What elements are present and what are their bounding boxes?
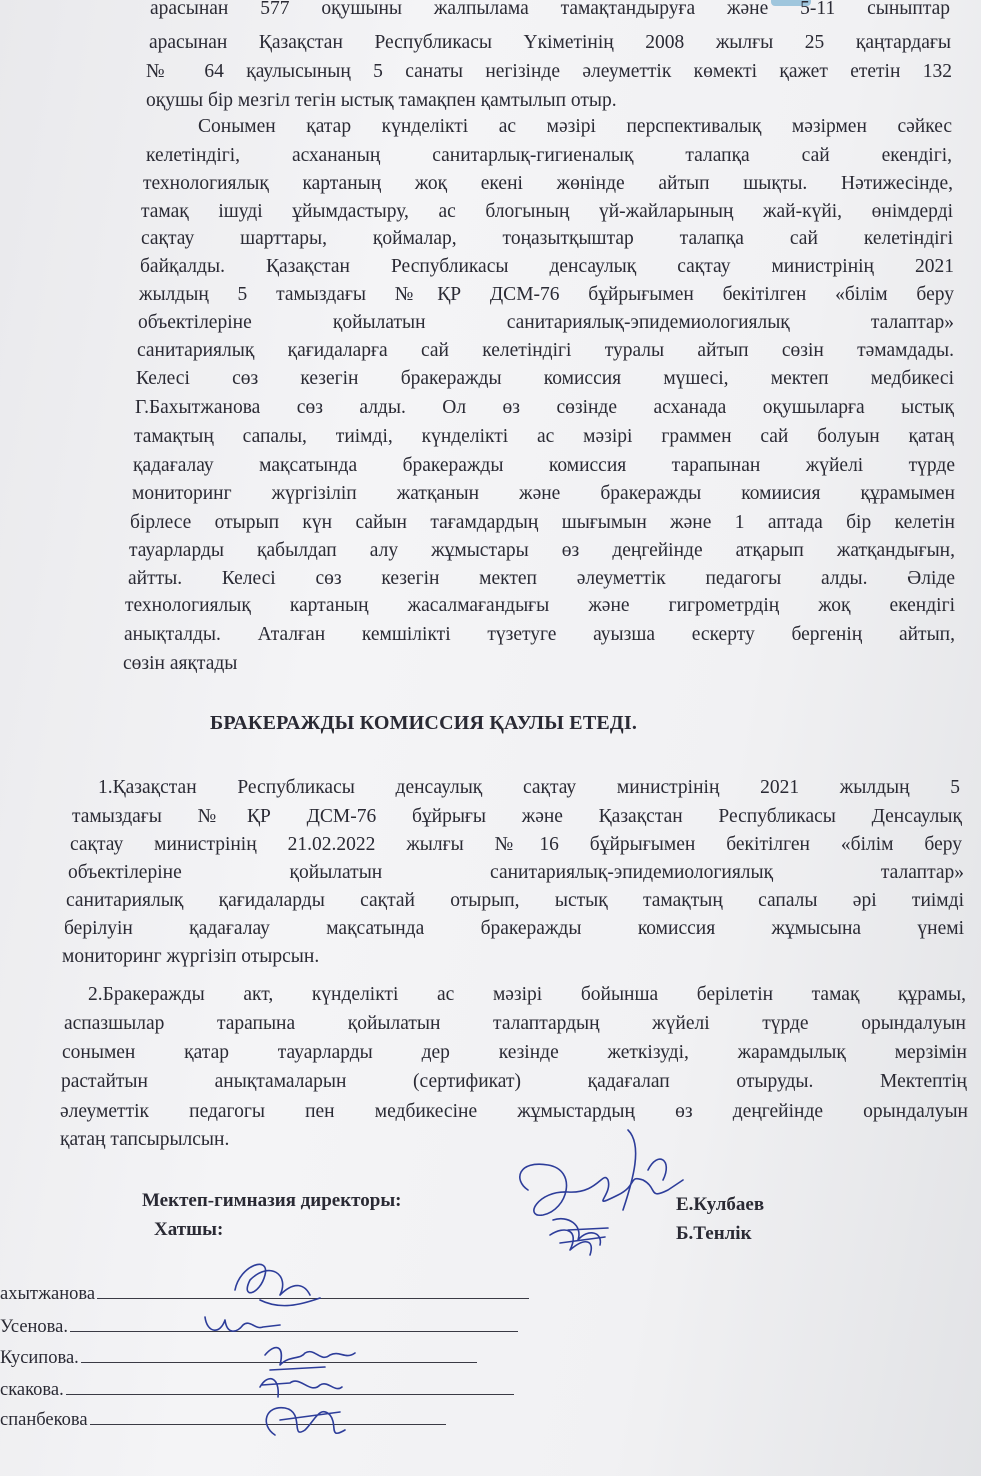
body-line: тауарларды қабылдап алу жұмыстары өз деңгейінде атқарып жатқандығын, xyxy=(129,540,955,561)
secretary-name: Б.Тенлік xyxy=(676,1223,752,1244)
member-name: скакова. xyxy=(0,1380,64,1400)
body-line: тамақ ішуді ұйымдастыру, ас блогының үй-жайларының жай-күйі, өнімдерді xyxy=(141,201,953,222)
body-line: Келесі сөз кезегін бракеражды комиссия мүшесі, мектеп медбикесі xyxy=(136,368,954,389)
resolution-line: берілуін қадағалау мақсатында бракеражды комиссия жұмысына үнемі xyxy=(64,918,964,939)
body-line: тамақтың сапалы, тиімді, күнделікті ас мәзірі граммен сай болуын қатаң xyxy=(134,426,954,447)
resolution-line: объектілеріне қойылатын санитариялық-эпидемиологиялық талаптар» xyxy=(68,862,964,883)
member-name: Усенова. xyxy=(0,1317,69,1337)
resolution-line: сақтау министрінің 21.02.2022 жылғы №16 бұйрығымен бекітілген «білім беру xyxy=(70,834,962,855)
body-line: мониторинг жүргізіліп жатқанын және бракеражды комиисия құрамымен xyxy=(132,483,955,504)
resolution-line: 2.Бракеражды акт, күнделікті ас мәзірі бойынша берілетін тамақ құрамы, xyxy=(88,984,966,1005)
body-line: Г.Бахытжанова сөз алды. Ол өз сөзінде асханада оқушыларға ыстық xyxy=(135,397,954,418)
resolution-line: растайтын анықтамаларын (сертификат) қадағалап отыруды. Мектептің xyxy=(61,1071,967,1092)
body-line: технологиялық картаның жоқ екені жөнінде айтып шықты. Нәтижесінде, xyxy=(143,173,953,194)
resolution-heading: БРАКЕРАЖДЫ КОМИССИЯ ҚАУЛЫ ЕТЕДІ. xyxy=(210,712,638,734)
body-line: бірлесе отырып күн сайын тағамдардың шығымын және 1 аптада бір келетін xyxy=(130,512,955,533)
body-line: келетіндігі, асхананың санитарлық-гигиеналық талапқа сай екендігі, xyxy=(146,145,952,166)
body-line: объектілеріне қойылатын санитариялық-эпидемиологиялық талаптар» xyxy=(138,312,954,333)
body-line: қадағалау мақсатында бракеражды комиссия тарапынан жүйелі түрде xyxy=(133,455,955,476)
member-name: ахытжанова xyxy=(0,1284,96,1304)
body-line: технологиялық картаның жасалмағандығы және гигрометрдің жоқ екендігі xyxy=(125,595,955,616)
body-line: анықталды. Аталған кемшілікті түзетуге ауызша ескерту бергенің айтып, xyxy=(124,624,955,645)
body-line: сөзін аяқтады xyxy=(123,653,238,674)
body-line: арасынан Қазақстан Республикасы Үкіметінің 2008 жылғы 25 қаңтардағы xyxy=(149,32,951,53)
body-line: Сонымен қатар күнделікті ас мәзірі перспективалық мәзірмен сәйкес xyxy=(198,116,952,137)
resolution-line: қатаң тапсырылсын. xyxy=(60,1129,230,1150)
body-line: оқушы бір мезгіл тегін ыстық тамақпен қамтылып отыр. xyxy=(146,90,617,111)
resolution-line: санитариялық қағидаларды сақтай отырып, ыстық тамақтың сапалы әрі тиімді xyxy=(66,890,964,911)
body-line: айтты. Келесі сөз кезегін мектеп әлеуметтік педагогы алды. Әліде xyxy=(128,568,955,589)
body-line: арасынан 577 оқушыны жалпылама тамақтандыруға және 5-11 сыныптар xyxy=(150,0,950,19)
body-line: № 64 қаулысының 5 санаты негізінде әлеуметтік көмекті қажет ететін 132 xyxy=(146,61,952,82)
body-line: жылдың 5 тамыздағы №ҚР ДСМ-76 бұйрығымен бекітілген «білім беру xyxy=(139,284,954,305)
secretary-signature xyxy=(540,1215,620,1265)
member-name: Кусипова. xyxy=(0,1348,79,1368)
member-name: спанбекова xyxy=(0,1410,88,1430)
resolution-line: тамыздағы №ҚР ДСМ-76 бұйрығы және Қазақстан Республикасы Денсаулық xyxy=(72,806,962,827)
body-line: сақтау шарттары, қоймалар, тоңазытқыштар талапқа сай келетіндігі xyxy=(141,228,953,249)
resolution-line: 1.Қазақстан Республикасы денсаулық сақтау министрінің 2021 жылдың 5 xyxy=(98,777,960,798)
member-signature xyxy=(250,1390,360,1450)
member-row xyxy=(0,1348,477,1369)
secretary-label: Хатшы: xyxy=(154,1219,224,1240)
member-row xyxy=(0,1410,446,1431)
resolution-line: аспазшылар тарапына қойылатын талаптардың жүйелі түрде орындалуын xyxy=(64,1013,966,1034)
body-line: байқалды. Қазақстан Республикасы денсаулық сақтау министрінің 2021 xyxy=(140,256,954,277)
director-name: Е.Кулбаев xyxy=(676,1194,765,1215)
resolution-line: әлеуметтік педагогы пен медбикесіне жұмыстардың өз деңгейінде орындалуын xyxy=(60,1101,968,1122)
director-label: Мектеп-гимназия директоры: xyxy=(142,1190,402,1211)
resolution-line: сонымен қатар тауарларды дер кезінде жеткізуді, жарамдылық мерзімін xyxy=(62,1042,967,1063)
resolution-line: мониторинг жүргізіп отырсын. xyxy=(62,946,320,967)
body-line: санитариялық қағидаларға сай келетіндігі туралы айтып сөзін тәмамдады. xyxy=(137,340,954,361)
